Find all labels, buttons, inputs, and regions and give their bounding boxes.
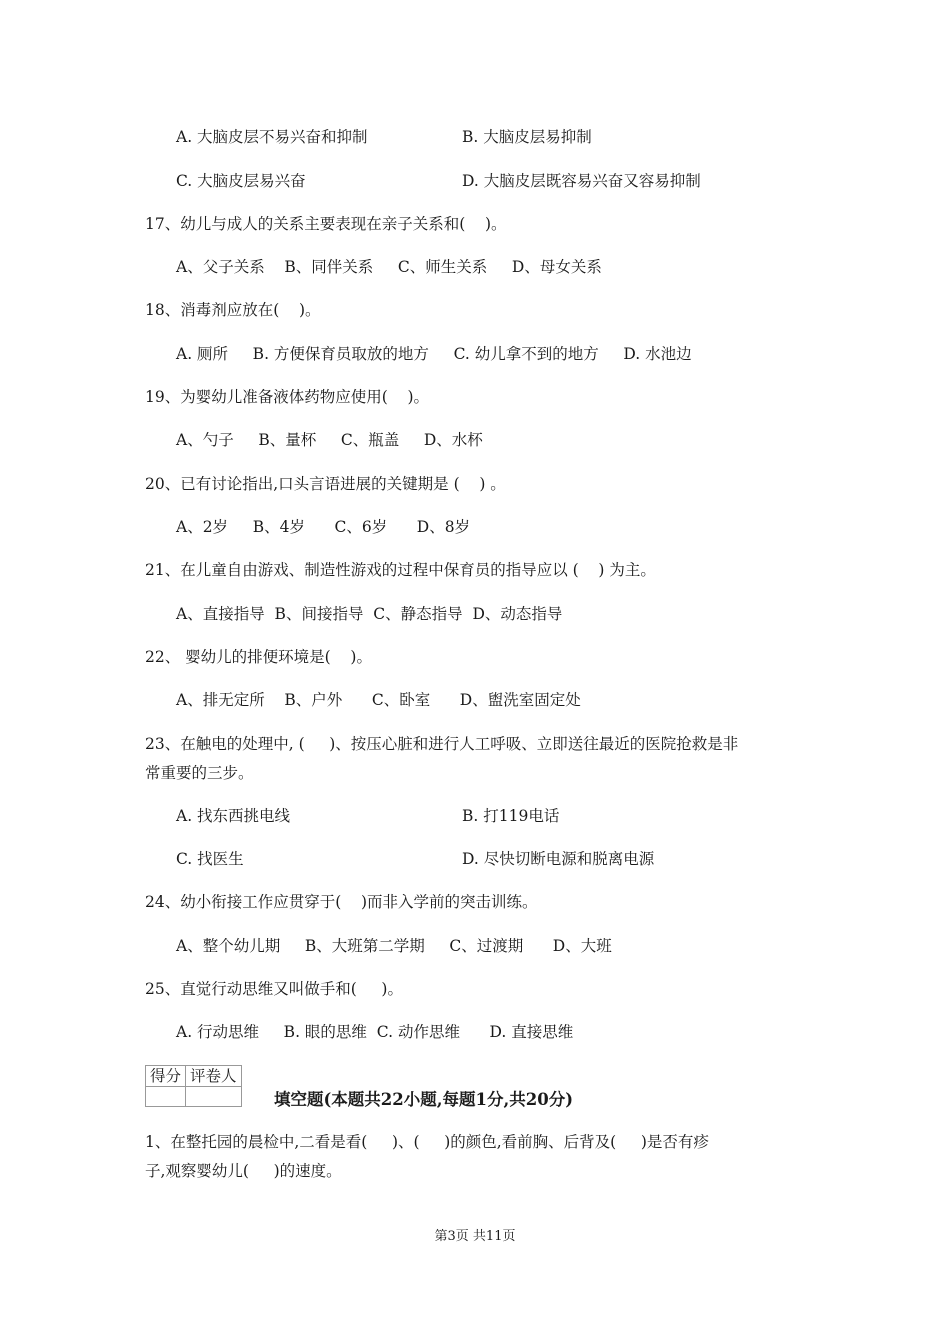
question-24: 24、幼小衔接工作应贯穿于( )而非入学前的突击训练。 xyxy=(145,893,538,911)
score-label: 得分 xyxy=(146,1066,186,1087)
question-16-option-b: B. 大脑皮层易抑制 xyxy=(462,128,592,146)
page-footer: 第3页 共11页 xyxy=(434,1229,516,1244)
section-title: 填空题(本题共22小题,每题1分,共20分) xyxy=(274,1090,574,1109)
score-cell xyxy=(146,1087,186,1107)
question-22: 22、 婴幼儿的排便环境是( )。 xyxy=(145,648,372,666)
question-21: 21、在儿童自由游戏、制造性游戏的过程中保育员的指导应以 ( ) 为主。 xyxy=(145,561,656,579)
fill-question-1-line-2: 子,观察婴幼儿( )的速度。 xyxy=(145,1162,342,1180)
question-23-option-c: C. 找医生 xyxy=(176,850,244,868)
score-table xyxy=(145,1065,242,1107)
question-25-options: A. 行动思维 B. 眼的思维 C. 动作思维 D. 直接思维 xyxy=(176,1023,574,1041)
question-24-options: A、整个幼儿期 B、大班第二学期 C、过渡期 D、大班 xyxy=(176,937,612,955)
question-17-options: A、父子关系 B、同伴关系 C、师生关系 D、母女关系 xyxy=(176,258,602,276)
question-18: 18、消毒剂应放在( )。 xyxy=(145,301,321,319)
question-16-option-d: D. 大脑皮层既容易兴奋又容易抑制 xyxy=(462,172,701,190)
question-16-option-c: C. 大脑皮层易兴奋 xyxy=(176,172,306,190)
question-23-option-d: D. 尽快切断电源和脱离电源 xyxy=(462,850,655,868)
question-20-options: A、2岁 B、4岁 C、6岁 D、8岁 xyxy=(176,518,471,536)
question-19-options: A、勺子 B、量杯 C、瓶盖 D、水杯 xyxy=(176,431,483,449)
question-17: 17、幼儿与成人的关系主要表现在亲子关系和( )。 xyxy=(145,215,507,233)
question-23-line-1: 23、在触电的处理中, ( )、按压心脏和进行人工呼吸、立即送往最近的医院抢救是非 xyxy=(145,735,739,753)
question-23-option-a: A. 找东西挑电线 xyxy=(176,807,291,825)
fill-question-1-line-1: 1、在整托园的晨检中,二看是看( )、( )的颜色,看前胸、后背及( )是否有疹 xyxy=(145,1133,709,1151)
grader-label: 评卷人 xyxy=(186,1066,242,1087)
question-25: 25、直觉行动思维又叫做手和( )。 xyxy=(145,980,403,998)
question-16-option-a: A. 大脑皮层不易兴奋和抑制 xyxy=(176,128,368,146)
question-18-options: A. 厕所 B. 方便保育员取放的地方 C. 幼儿拿不到的地方 D. 水池边 xyxy=(176,345,692,363)
question-22-options: A、排无定所 B、户外 C、卧室 D、盥洗室固定处 xyxy=(176,691,581,709)
question-20: 20、已有讨论指出,口头言语进展的关键期是 ( ) 。 xyxy=(145,475,506,493)
question-19: 19、为婴幼儿准备液体药物应使用( )。 xyxy=(145,388,430,406)
grader-cell xyxy=(186,1087,242,1107)
question-23-option-b: B. 打119电话 xyxy=(462,807,560,825)
question-23-line-2: 常重要的三步。 xyxy=(145,764,254,782)
question-21-options: A、直接指导 B、间接指导 C、静态指导 D、动态指导 xyxy=(176,605,563,623)
